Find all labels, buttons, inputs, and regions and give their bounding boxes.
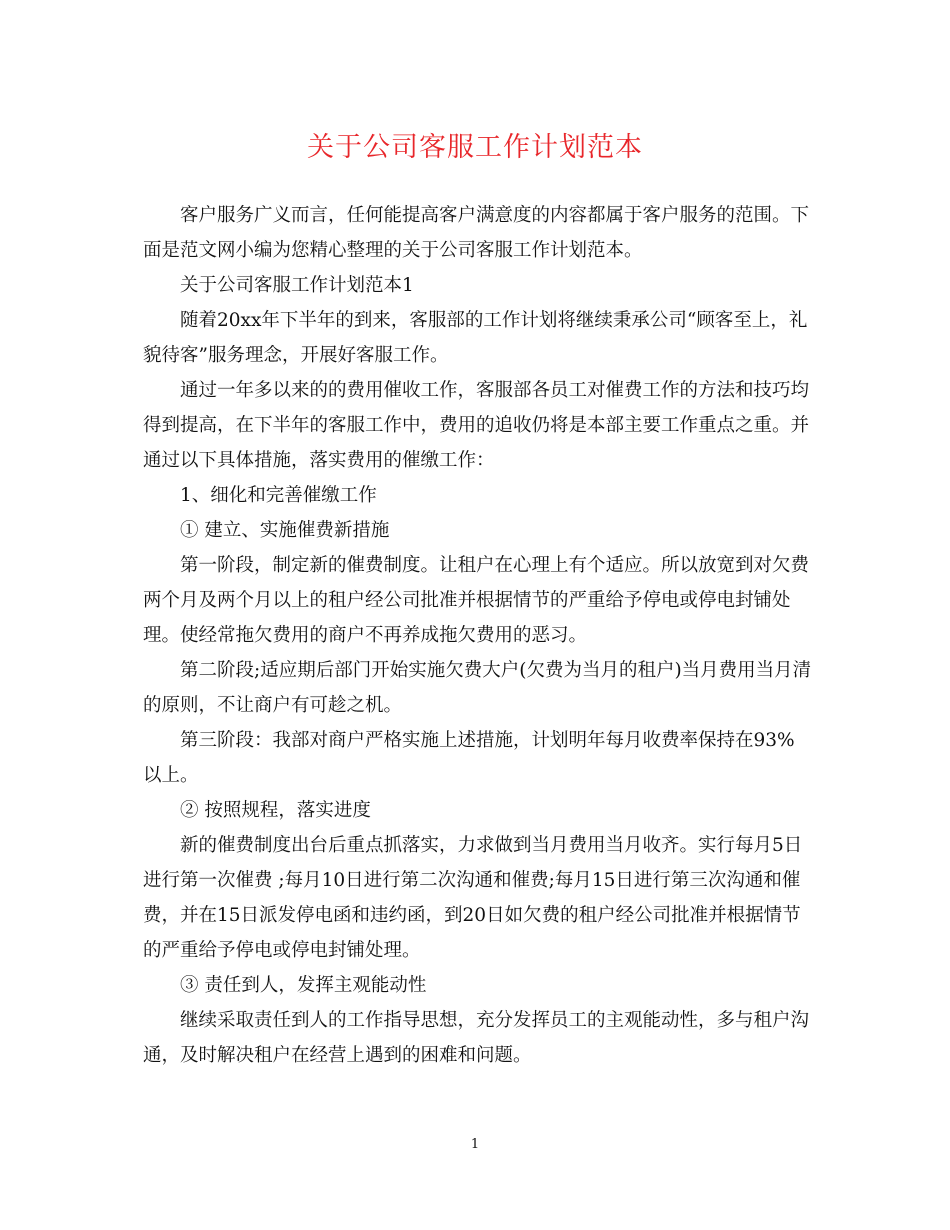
document-title: 关于公司客服工作计划范本 [307,132,643,163]
paragraph: 第三阶段：我部对商户严格实施上述措施，计划明年每月收费率保持在93%以上。 [143,730,795,786]
paragraph: 客户服务广义而言，任何能提高客户满意度的内容都属于客户服务的范围。下面是范文网小编为您精心整理的关于公司客服工作计划范本。 [143,205,810,261]
paragraph: 新的催费制度出台后重点抓落实，力求做到当月费用当月收齐。实行每月5日进行第一次催费 ;每月10日进行第二次沟通和催费;每月15日进行第三次沟通和催费，并在15日派发停电函和违约函，到20日如欠费的租户经公司批准并根据情节的严重给予停电或停电封铺处理。 [143,835,803,961]
paragraph: ① 建立、实施催费新措施 [180,520,390,541]
paragraph: 关于公司客服工作计划范本1 [180,275,414,296]
paragraph: 通过一年多以来的的费用催收工作，客服部各员工对催费工作的方法和技巧均得到提高，在下半年的客服工作中，费用的追收仍将是本部主要工作重点之重。并通过以下具体措施，落实费用的催缴工作： [143,380,810,471]
page-number: 1 [470,1137,480,1152]
paragraph: ③ 责任到人，发挥主观能动性 [180,975,427,996]
paragraph: 随着20xx年下半年的到来，客服部的工作计划将继续秉承公司“顾客至上，礼貌待客”服务理念，开展好客服工作。 [143,310,808,366]
paragraph: 继续采取责任到人的工作指导思想，充分发挥员工的主观能动性，多与租户沟通，及时解决租户在经营上遇到的困难和问题。 [143,1010,810,1066]
paragraph: 第一阶段，制定新的催费制度。让租户在心理上有个适应。所以放宽到对欠费两个月及两个月以上的租户经公司批准并根据情节的严重给予停电或停电封铺处理。使经常拖欠费用的商户不再养成拖欠费用的恶习。 [143,555,810,646]
paragraph: 1、细化和完善催缴工作 [180,485,377,506]
paragraph: ② 按照规程，落实进度 [180,800,371,821]
document-body [143,198,813,1073]
paragraph: 第二阶段;适应期后部门开始实施欠费大户(欠费为当月的租户)当月费用当月清的原则，不让商户有可趁之机。 [143,660,812,716]
